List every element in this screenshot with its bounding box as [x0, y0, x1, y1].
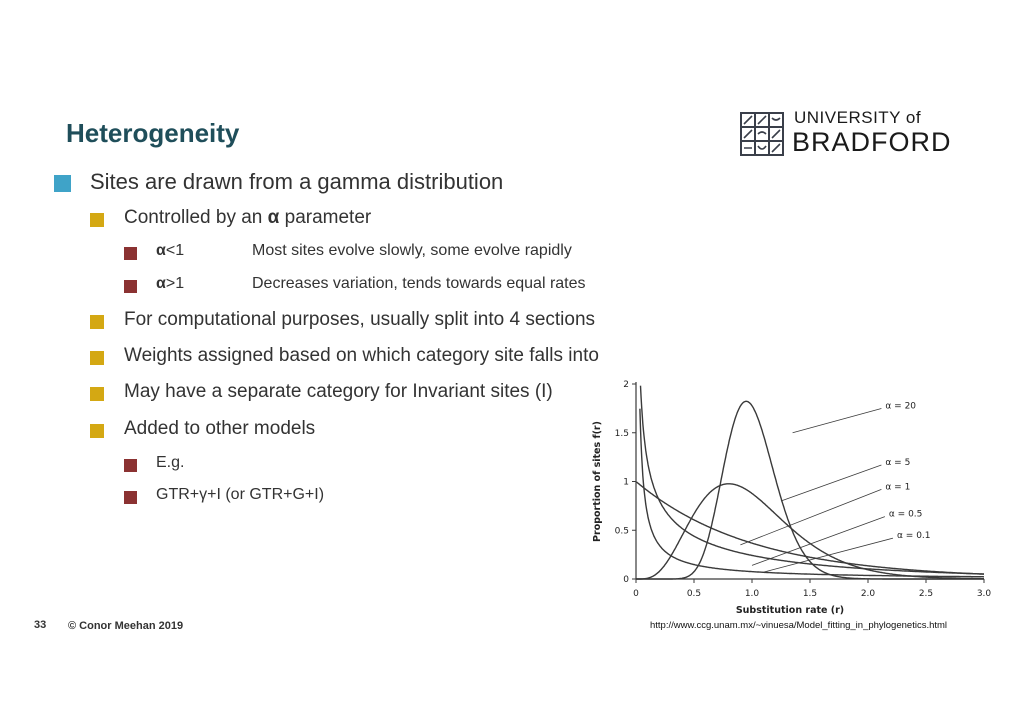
bullet-text	[124, 207, 371, 229]
alpha-symbol: α	[267, 207, 280, 228]
x-tick-label: 0	[633, 589, 639, 599]
bullet-square-icon	[90, 213, 104, 227]
series-label-0: α = 20	[885, 401, 917, 412]
x-tick-label: 1.0	[744, 589, 760, 599]
bullet-square-icon	[90, 351, 104, 365]
gamma-distribution-chart	[586, 376, 996, 618]
x-tick-label: 1.5	[802, 589, 818, 599]
bullet-text: Weights assigned based on which category site falls into	[124, 345, 599, 366]
leader-line-0	[793, 408, 882, 432]
page-number: 33	[34, 619, 47, 631]
bullet-key	[156, 242, 184, 260]
bullet-text: Added to other models	[124, 418, 316, 439]
curve-1	[637, 484, 985, 579]
x-tick-label: 2.0	[860, 589, 876, 599]
chart-axes	[632, 382, 984, 583]
bullet-square-icon	[90, 315, 104, 329]
copyright-text: © Conor Meehan 2019	[68, 620, 184, 632]
leader-line-2	[740, 489, 881, 545]
curve-4	[640, 409, 984, 577]
y-tick-label: 1.5	[614, 428, 629, 439]
bullet-square-icon	[124, 280, 137, 293]
bullet-text: E.g.	[156, 454, 185, 471]
x-tick-label: 3.0	[976, 589, 992, 599]
bullet-description: Most sites evolve slowly, some evolve rapidly	[252, 242, 572, 259]
bullet-text: GTR+γ+I (or GTR+G+I)	[156, 486, 325, 503]
series-label-4: α = 0.1	[897, 531, 931, 542]
bullet-square-icon	[124, 459, 137, 472]
y-tick-label: 0.5	[614, 526, 629, 537]
comparison-text: <1	[165, 242, 185, 259]
x-axis-label: Substitution rate (r)	[735, 605, 845, 616]
y-tick-label: 0	[623, 575, 629, 585]
university-logo	[740, 108, 960, 160]
bullet-square-icon	[124, 491, 137, 504]
bullet-description: Decreases variation, tends towards equal rates	[252, 275, 586, 292]
bullet-text: Sites are drawn from a gamma distribution	[90, 169, 504, 194]
series-label-3: α = 0.5	[888, 509, 923, 520]
source-url: http://www.ccg.unam.mx/~vinuesa/Model_fitting_in_phylogenetics.html	[650, 620, 948, 631]
y-axis-label: Proportion of sites f(r)	[592, 421, 603, 542]
chart-curves	[637, 386, 985, 579]
bullet-text-post: parameter	[279, 207, 372, 228]
comparison-text: >1	[165, 275, 185, 292]
slide-title: Heterogeneity	[66, 118, 240, 148]
x-tick-label: 2.5	[918, 589, 934, 599]
alpha-symbol: α	[156, 242, 166, 259]
bullet-square-icon	[124, 247, 137, 260]
y-tick-label: 2	[623, 380, 629, 390]
bullet-square-icon	[90, 424, 104, 438]
y-tick-label: 1	[623, 477, 629, 488]
logo-bradford-text: BRADFORD	[792, 127, 952, 157]
university-crest-icon	[740, 112, 784, 156]
x-tick-label: 0.5	[686, 589, 702, 599]
chart-labels	[592, 380, 991, 616]
bullet-text: For computational purposes, usually split into 4 sections	[124, 309, 596, 330]
bullet-square-icon	[90, 387, 104, 401]
bullet-square-icon	[54, 175, 71, 192]
bullet-text: May have a separate category for Invariant sites (I)	[124, 381, 553, 402]
series-label-1: α = 5	[885, 458, 911, 468]
series-label-2: α = 1	[885, 482, 911, 493]
bullet-key	[156, 275, 184, 293]
alpha-symbol: α	[156, 275, 166, 292]
bullet-text-pre: Controlled by an	[124, 207, 268, 228]
logo-university-text: UNIVERSITY of	[794, 108, 922, 127]
